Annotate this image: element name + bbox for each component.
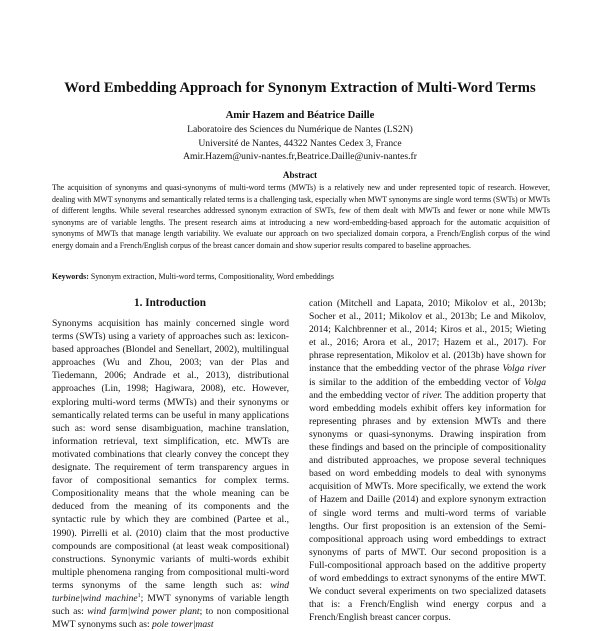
left-column	[52, 317, 289, 631]
right-paragraph-cont2: and the embedding vector of	[309, 389, 420, 401]
affiliation-lab: Laboratoire des Sciences du Numérique de Nantes (LS2N)	[187, 124, 413, 135]
word-river: river.	[422, 389, 443, 401]
right-column	[309, 297, 547, 624]
paper-authors: Amir Hazem and Béatrice Daille	[225, 109, 375, 121]
keywords-list: Synonym extraction, Multi-word terms, Compositionality, Word embeddings	[90, 272, 334, 281]
right-paragraph: cation (Mitchell and Lapata, 2010; Mikolov et al., 2013b; Socher et al., 2011; Mikolov et al., 2013b; Le and Mikolov, 2014; Kalchbrenner et al., 2014; Kiros et al., 2015; Wieting et al., 2016; Arora et al., 2017; Hazem et al., 2017). For phrase representation, Mikolov et al. (2013b) have shown for instance that the embedding vector of the phrase	[309, 298, 546, 375]
affiliation-emails: Amir.Hazem@univ-nantes.fr,Beatrice.Daille@univ-nantes.fr	[183, 151, 417, 162]
right-paragraph-cont3: The addition property that word embedding models exhibit offers key information for representing phrases and by extension MWTs and there synonyms or quasi-synonyms. Drawing inspiration from these findings and based on the principle of compositionality and distributed approaches, we propose several techniques based on word embedding models to deal with synonyms acquisition of MWTs. More specifically, we extend the work of Hazem and Daille (2014) and explore synonym extraction of single word terms and multi-word terms of variable lengths. Our first proposition is an extension of the Semi-compositional approach using word embeddings to extract synonyms of parts of MWT. Our second proposition is a Full-compositional approach based on the additive property of word embeddings to extract synonyms of the entire MWT. We conduct several experiments on two specialized datasets that is: a French/English wind energy corpus and a French/English breast cancer corpus.	[309, 389, 546, 624]
left-paragraph-cont: ; MWT synonyms of variable length such as:	[52, 592, 289, 618]
left-paragraph-cont2: ; to non compositional MWT synonyms such as:	[52, 606, 289, 631]
paper-title: Word Embedding Approach for Synonym Extraction of Multi-Word Terms	[64, 80, 536, 96]
abstract-heading: Abstract	[282, 170, 318, 180]
word-volga: Volga	[524, 376, 546, 388]
example-pole-tower: pole tower|mast	[152, 619, 214, 631]
abstract-text: The acquisition of synonyms and quasi-synonyms of multi-word terms (MWTs) is a relatively new and under represented topic of research. However, dealing with MWT synonyms and semantically related terms is a challenging task, especially when MWT synonyms are single word terms (SWTs) or MWTs of different lengths. While several researches addressed synonym extraction of SWTs, few of them dealt with MWTs and fewer or none while MWTs synonyms are of variable lengths. The present research aims at introducing a new word-embedding-based approach for the automatic acquisition of synonyms of MWTs that manage length variability. We evaluate our approach on two specialized domain corpora, a French/English corpus of the wind energy domain and a French/English corpus of the breast cancer domain and show superior results compared to baseline approaches.	[52, 183, 550, 250]
phrase-volga-river: Volga river	[502, 363, 547, 375]
section-title-introduction: 1. Introduction	[134, 297, 206, 309]
right-paragraph-cont: is similar to the addition of the embedding vector of	[309, 376, 521, 388]
left-paragraph: Synonyms acquisition has mainly concerned single word terms (SWTs) using a variety of approaches such as: lexicon-based approaches (Blondel and Senellart, 2002), multilingual approaches (Wu and Zhou, 2003; van der Plas and Tiedemann, 2006; Andrade et al., 2013), distributional approaches (Lin, 1998; Hagiwara, 2008), etc. However, exploring multi-word terms (MWTs) and their synonyms or semantically related terms can be useful in many applications such as: word sense disambiguation, machine translation, information retrieval, text simplification, etc. MWTs are motivated combinations that clearly convey the concept they designate. The requirement of term transparency argues in favor of compositional semantics for complex terms. Compositionality means that the whole meaning can be deduced from the meaning of its components and the syntactic rule by which they are combined (Partee et al., 1990). Pirrelli et al. (2010) claim that the most productive compounds are compositional (at least weak compositional) constructions. Synonymic variants of multi-words exhibit multiple phenomena ranging from compositional multi-word terms synonyms of the same length such as:	[52, 318, 289, 591]
footnote-marker: 1	[137, 592, 141, 599]
keywords-line	[52, 272, 550, 281]
affiliation-university: Université de Nantes, 44322 Nantes Cedex 3, France	[198, 137, 402, 149]
example-wind-farm: wind farm|wind power plant	[87, 606, 200, 618]
keywords-label: Keywords:	[52, 272, 89, 281]
example-wind-turbine: wind turbine|wind machine	[52, 579, 289, 604]
